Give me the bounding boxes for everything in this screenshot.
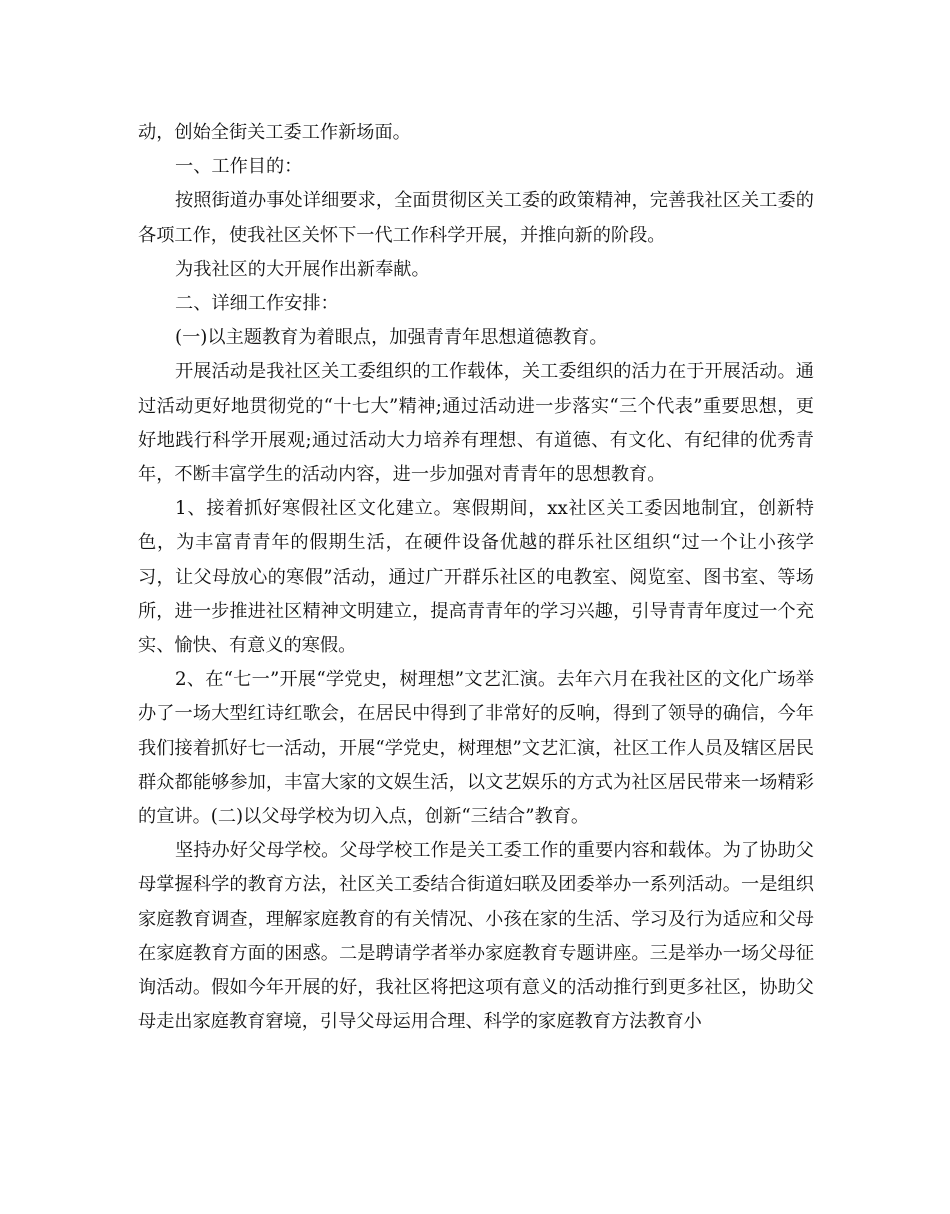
heading-work-arrangement: 二、详细工作安排：	[175, 293, 339, 315]
paragraph-winter-vacation: 1、接着抓好寒假社区文化建立。寒假期间，xx社区关工委因地制宜，创新特色，为丰富青青年的假期生活，在硬件设备优越的群乐社区组织“过一个让小孩学习，让父母放心的寒假”活动，通过广开群乐社区的电教室、阅览室、图书室、等场所，进一步推进社区精神文明建立，提高青青年的学习兴趣，引导青青年度过一个充实、愉快、有意义的寒假。	[138, 498, 814, 657]
paragraph-continuation: 动，创始全街关工委工作新场面。	[138, 122, 411, 143]
paragraph-goal-detail: 按照街道办事处详细要求，全面贯彻区关工委的政策精神，完善我社区关工委的各项工作，使我社区关怀下一代工作科学开展，并推向新的阶段。	[138, 190, 814, 246]
paragraph-parent-school: 坚持办好父母学校。父母学校工作是关工委工作的重要内容和载体。为了协助父母掌握科学的教育方法，社区关工委结合街道妇联及团委举办一系列活动。一是组织家庭教育调查，理解家庭教育的有关情况、小孩在家的生活、学习及行为适应和父母在家庭教育方面的困惑。二是聘请学者举办家庭教育专题讲座。三是举办一场父母征询活动。假如今年开展的好，我社区将把这项有意义的活动推行到更多社区，协助父母走出家庭教育窘境，引导父母运用合理、科学的家庭教育方法教育小	[138, 840, 814, 1033]
paragraph-contribution: 为我社区的大开展作出新奉献。	[175, 258, 430, 280]
paragraph-activities: 开展活动是我社区关工委组织的工作载体，关工委组织的活力在于开展活动。通过活动更好地贯彻党的“十七大”精神;通过活动进一步落实“三个代表”重要思想，更好地践行科学开展观;通过活动大力培养有理想、有道德、有文化、有纪律的优秀青年，不断丰富学生的活动内容，进一步加强对青青年的思想教育。	[138, 361, 814, 486]
subheading-theme-education: (一)以主题教育为着眼点，加强青青年思想道德教育。	[175, 327, 608, 349]
paragraph-july-first-performance: 2、在“七一”开展“学党史，树理想”文艺汇演。去年六月在我社区的文化广场举办了一场大型红诗红歌会，在居民中得到了非常好的反响，得到了领导的确信，今年我们接着抓好七一活动，开展“学党史，树理想”文艺汇演，社区工作人员及辖区居民群众都能够参加，丰富大家的文娱生活，以文艺娱乐的方式为社区居民带来一场精彩的宣讲。(二)以父母学校为切入点，创新“三结合”教育。	[138, 669, 814, 828]
heading-work-goal: 一、工作目的：	[175, 156, 303, 178]
document-body	[138, 116, 814, 1039]
